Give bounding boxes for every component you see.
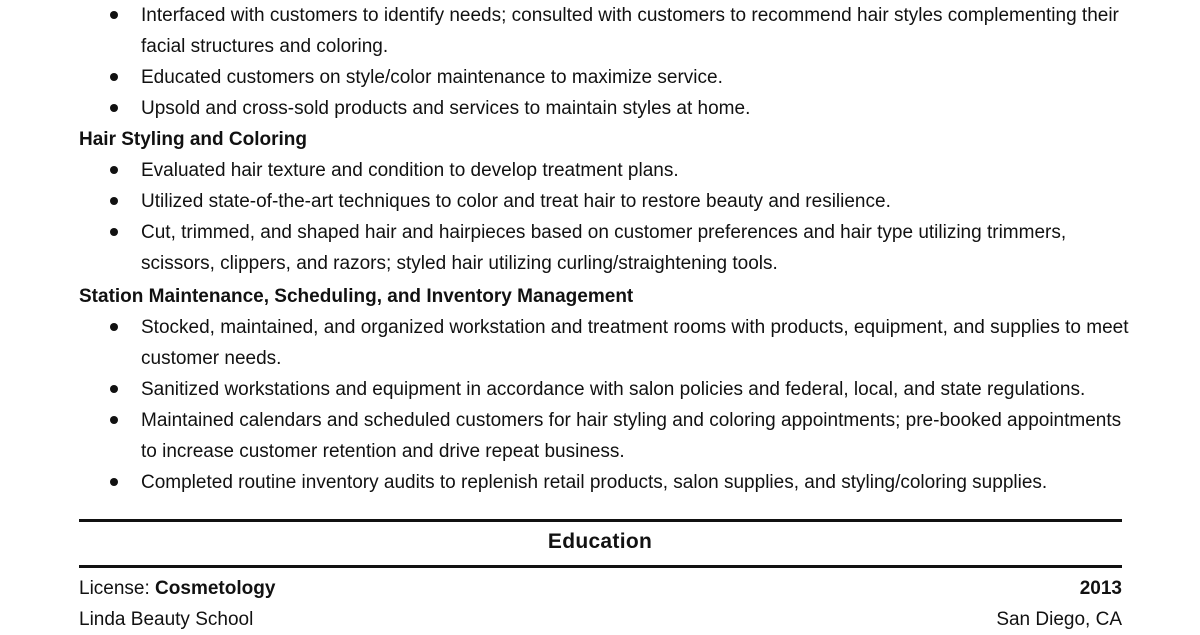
customer-bullet-list — [0, 0, 1200, 124]
bullet-icon — [110, 416, 118, 424]
bullet-item: Evaluated hair texture and condition to develop treatment plans. — [0, 155, 1200, 186]
bullet-icon — [110, 385, 118, 393]
station-bullet-list — [0, 312, 1200, 498]
bullet-item: Completed routine inventory audits to replenish retail products, salon supplies, and styling/coloring supplies. — [0, 467, 1200, 498]
bullet-item: Stocked, maintained, and organized workstation and treatment rooms with products, equipment, and supplies to meet customer needs. — [0, 312, 1200, 374]
education-bottom-rule — [79, 565, 1122, 568]
station-maintenance-heading: Station Maintenance, Scheduling, and Inventory Management — [79, 286, 634, 307]
education-top-rule — [79, 519, 1122, 522]
bullet-item: Upsold and cross-sold products and services to maintain styles at home. — [0, 93, 1200, 124]
bullet-icon — [110, 323, 118, 331]
bullet-item: Maintained calendars and scheduled customers for hair styling and coloring appointments; pre-booked appointments to increase customer retention and drive repeat business. — [0, 405, 1200, 467]
bullet-icon — [110, 197, 118, 205]
station-maintenance-section — [0, 312, 1200, 498]
education-school-row — [79, 604, 1122, 635]
education-license-row — [79, 573, 1122, 604]
license-label: License: — [79, 578, 156, 599]
hair-styling-heading: Hair Styling and Coloring — [79, 129, 308, 150]
school-name: Linda Beauty School — [79, 609, 254, 630]
customer-service-section — [0, 0, 1200, 124]
bullet-item: Utilized state-of-the-art techniques to color and treat hair to restore beauty and resilience. — [0, 186, 1200, 217]
bullet-icon — [110, 104, 118, 112]
bullet-item: Interfaced with customers to identify needs; consulted with customers to recommend hair styles complementing their facial structures and coloring. — [0, 0, 1200, 62]
bullet-icon — [110, 166, 118, 174]
school-location: San Diego, CA — [996, 609, 1122, 630]
bullet-icon — [110, 478, 118, 486]
hair-styling-section — [0, 155, 1200, 279]
bullet-icon — [110, 73, 118, 81]
education-year: 2013 — [1079, 578, 1122, 599]
bullet-icon — [110, 11, 118, 19]
bullet-item: Educated customers on style/color maintenance to maximize service. — [0, 62, 1200, 93]
bullet-icon — [110, 228, 118, 236]
license-name: Cosmetology — [155, 578, 276, 599]
license-line — [79, 573, 275, 604]
hair-bullet-list — [0, 155, 1200, 279]
education-heading: Education — [547, 530, 653, 553]
bullet-item: Cut, trimmed, and shaped hair and hairpieces based on customer preferences and hair type utilizing trimmers, scissors, clippers, and razors; styled hair utilizing curling/straightening tools. — [0, 217, 1200, 279]
bullet-item: Sanitized workstations and equipment in accordance with salon policies and federal, local, and state regulations. — [0, 374, 1200, 405]
